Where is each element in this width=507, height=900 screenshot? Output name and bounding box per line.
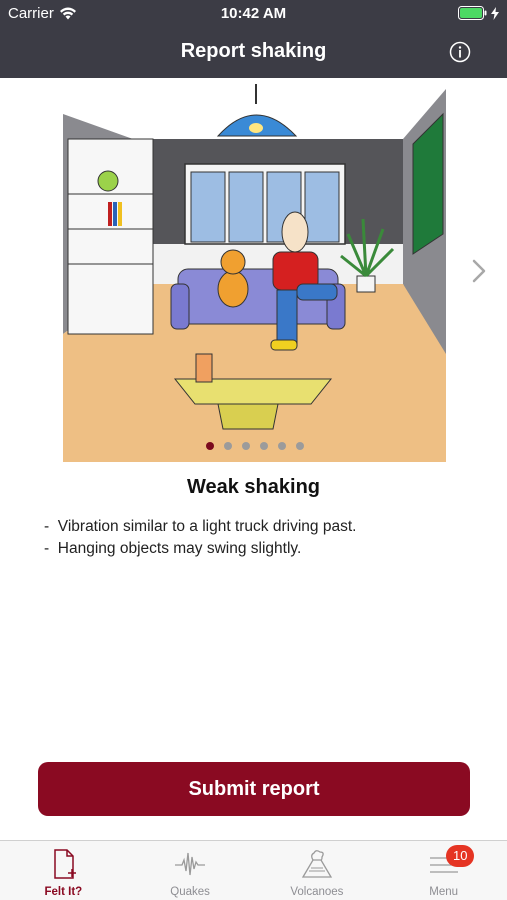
tab-label: Volcanoes bbox=[290, 886, 344, 898]
page-dot[interactable] bbox=[260, 442, 268, 450]
shaking-level-heading: Weak shaking bbox=[186, 476, 321, 498]
tab-volcanoes[interactable] bbox=[254, 841, 381, 900]
navigation-bar bbox=[0, 28, 507, 78]
info-icon[interactable] bbox=[449, 41, 471, 63]
page-dot[interactable] bbox=[242, 442, 250, 450]
living-room-illustration bbox=[63, 84, 446, 462]
list-item: - Hanging objects may swing slightly. bbox=[44, 538, 356, 560]
tab-label: Felt It? bbox=[44, 886, 83, 898]
carousel-page-indicator[interactable] bbox=[63, 442, 446, 450]
status-bar bbox=[0, 0, 507, 28]
battery-icon bbox=[458, 6, 488, 20]
shaking-description-list bbox=[44, 516, 356, 560]
carrier-label: Carrier bbox=[8, 5, 54, 22]
page-dot[interactable] bbox=[278, 442, 286, 450]
submit-report-button[interactable]: Submit report bbox=[38, 762, 470, 816]
seismograph-icon bbox=[173, 847, 207, 881]
page-dot[interactable] bbox=[206, 442, 214, 450]
status-time: 10:42 AM bbox=[220, 5, 287, 22]
chevron-right-icon[interactable] bbox=[471, 258, 487, 284]
list-item: - Vibration similar to a light truck driving past. bbox=[44, 516, 356, 538]
charging-bolt-icon bbox=[491, 7, 499, 20]
volcano-icon bbox=[300, 847, 334, 881]
tab-quakes[interactable] bbox=[127, 841, 254, 900]
page-dot[interactable] bbox=[296, 442, 304, 450]
shaking-illustration[interactable] bbox=[63, 84, 446, 462]
tab-label: Menu bbox=[429, 886, 459, 898]
tab-bar bbox=[0, 840, 507, 900]
notification-badge: 10 bbox=[446, 845, 474, 867]
battery-indicator bbox=[458, 6, 499, 20]
page-title: Report shaking bbox=[180, 40, 327, 62]
document-plus-icon bbox=[46, 847, 80, 881]
page-dot[interactable] bbox=[224, 442, 232, 450]
tab-menu[interactable] bbox=[380, 841, 507, 900]
tab-felt-it[interactable] bbox=[0, 841, 127, 900]
tab-label: Quakes bbox=[170, 886, 210, 898]
